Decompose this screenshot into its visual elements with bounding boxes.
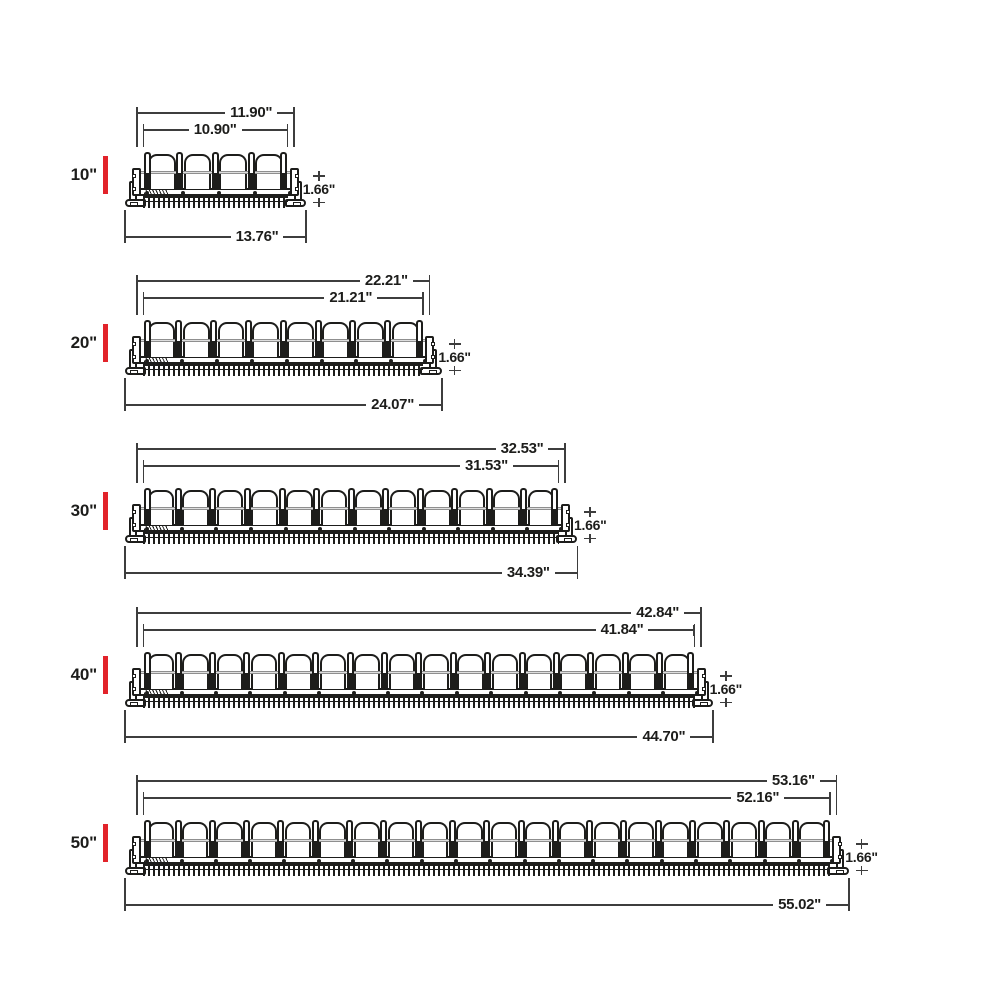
dim-outer-width-line [138, 280, 360, 282]
bolt-dot [489, 691, 493, 695]
divider-post [656, 652, 663, 690]
bolt-dot [728, 859, 732, 863]
bolt-dot [387, 527, 391, 531]
heatsink-fins [143, 364, 423, 376]
dim-inner-width-line [144, 129, 188, 131]
bolt-dot [248, 691, 252, 695]
dim-overall-width-line2 [283, 236, 305, 238]
heatsink-fins [143, 696, 694, 708]
divider-post [450, 652, 457, 690]
ext-outer-right [293, 107, 295, 147]
ext-inner-left [143, 792, 145, 815]
divider-post [553, 652, 560, 690]
dim-inner-width [143, 122, 288, 138]
dim-inner-width-label: 52.16" [736, 789, 780, 806]
serial-scribble [144, 690, 168, 694]
dim-overall-width-line2 [555, 572, 577, 574]
heatsink-fin-line [143, 537, 559, 539]
lens-row [144, 152, 287, 190]
heatsink-fins [143, 196, 287, 208]
end-cap-left [132, 668, 141, 696]
ext-overall-right [305, 210, 307, 243]
ext-outer-left [136, 107, 138, 147]
dim-inner-width [143, 622, 695, 638]
divider-post [417, 488, 424, 526]
divider-post [243, 652, 250, 690]
dim-height-label: 1.66" [302, 180, 336, 197]
divider-post [346, 820, 353, 858]
dim-inner-width-label: 10.90" [193, 121, 237, 138]
end-cap-bolt [132, 187, 136, 191]
end-cap-bolt [132, 355, 136, 359]
divider-post [144, 488, 151, 526]
bolt-dot [180, 359, 184, 363]
dim-inner-width [143, 790, 831, 806]
size-label: 40" [70, 665, 97, 684]
divider-post [520, 488, 527, 526]
divider-post [280, 152, 287, 190]
divider-post [823, 820, 830, 858]
ext-inner-right [694, 624, 696, 647]
bracket-slot-left [130, 370, 138, 374]
divider-post [792, 820, 799, 858]
dim-overall-width-line2 [826, 904, 848, 906]
heatsink-fins [143, 532, 559, 544]
red-accent-bar [103, 324, 108, 362]
dim-outer-width-label: 32.53" [500, 440, 544, 457]
end-cap-bolt [132, 174, 136, 178]
bolt-dot [420, 859, 424, 863]
dim-overall-width [124, 729, 714, 745]
bolt-dot [351, 859, 355, 863]
heatsink-fin-line [143, 201, 287, 203]
red-accent-bar [103, 824, 108, 862]
ext-inner-left [143, 292, 145, 315]
dim-inner-width-label: 31.53" [465, 457, 508, 474]
bolt-dot [625, 859, 629, 863]
red-accent-bar [103, 156, 108, 194]
bolt-dot [248, 859, 252, 863]
dim-outer-width [136, 773, 837, 789]
divider-post [248, 152, 255, 190]
bolt-dot [524, 691, 528, 695]
divider-post [312, 652, 319, 690]
divider-post [483, 820, 490, 858]
divider-post [381, 652, 388, 690]
dim-inner-width-line2 [648, 629, 693, 631]
dim-inner-width-label: 41.84" [600, 621, 644, 638]
divider-post [484, 652, 491, 690]
divider-post [175, 488, 182, 526]
bolt-dot [353, 527, 357, 531]
divider-post [687, 652, 694, 690]
dim-bar-height [433, 339, 477, 375]
dim-inner-width-line2 [513, 465, 558, 467]
divider-post [209, 820, 216, 858]
bolt-dot [420, 691, 424, 695]
divider-post [449, 820, 456, 858]
ext-inner-right [287, 124, 289, 147]
bolt-dot [389, 359, 393, 363]
divider-post [144, 652, 151, 690]
bolt-dot [454, 859, 458, 863]
divider-post [175, 652, 182, 690]
heatsink-fin-line [143, 701, 694, 703]
dim-inner-width-line [144, 629, 595, 631]
bolt-dot [422, 527, 426, 531]
ext-outer-left [136, 443, 138, 483]
divider-post [586, 820, 593, 858]
divider-post [176, 152, 183, 190]
dim-inner-width-line [144, 797, 731, 799]
divider-post [144, 320, 151, 358]
end-cap-bolt [132, 687, 136, 691]
dim-outer-width-line2 [548, 448, 564, 450]
dim-outer-width-line [138, 112, 225, 114]
bolt-dot [214, 859, 218, 863]
ext-outer-left [136, 607, 138, 647]
ext-overall-left [124, 710, 126, 743]
divider-post [552, 820, 559, 858]
divider-post [384, 320, 391, 358]
ext-overall-left [124, 878, 126, 911]
divider-post [380, 820, 387, 858]
dim-outer-width-line [138, 780, 767, 782]
dim-overall-width-label: 34.39" [506, 564, 550, 581]
dim-overall-width-line [126, 736, 638, 738]
red-accent-bar [103, 492, 108, 530]
dim-outer-width-line2 [413, 280, 429, 282]
end-cap-left [132, 836, 141, 864]
ext-inner-right [422, 292, 424, 315]
dim-height-stub [589, 539, 591, 543]
bolt-dot [180, 691, 184, 695]
bolt-dot [488, 859, 492, 863]
bolt-dot [180, 527, 184, 531]
lens-row [144, 320, 423, 358]
dim-height-label: 1.66" [574, 516, 607, 533]
dim-outer-width-label: 22.21" [364, 272, 408, 289]
bracket-slot-left [130, 870, 138, 874]
bolt-dot [354, 359, 358, 363]
serial-scribble [144, 858, 168, 862]
bolt-dot [320, 359, 324, 363]
bolt-dot [318, 527, 322, 531]
end-cap-bolt [132, 342, 136, 346]
dim-overall-width-label: 44.70" [642, 728, 686, 745]
bolt-dot [284, 527, 288, 531]
divider-post [209, 488, 216, 526]
ext-overall-right [441, 378, 443, 411]
bracket-slot-left [130, 202, 138, 206]
divider-post [280, 320, 287, 358]
dim-outer-width-label: 53.16" [771, 772, 815, 789]
divider-post [758, 820, 765, 858]
ext-outer-right [564, 443, 566, 483]
bracket-slot-left [130, 538, 138, 542]
red-accent-bar [103, 656, 108, 694]
dim-overall-width-line2 [690, 736, 712, 738]
end-cap-left [132, 168, 141, 196]
dim-overall-width-line [126, 904, 774, 906]
bolt-dot [250, 359, 254, 363]
dim-bar-height [840, 839, 884, 875]
bolt-dot [456, 527, 460, 531]
divider-post [144, 820, 151, 858]
dim-outer-width-line2 [277, 112, 293, 114]
bolt-dot [285, 359, 289, 363]
dim-inner-width-line [144, 465, 460, 467]
bolt-dot [385, 859, 389, 863]
ext-overall-left [124, 210, 126, 243]
divider-post [655, 820, 662, 858]
serial-scribble [144, 358, 168, 362]
end-cap-bolt [132, 674, 136, 678]
dim-overall-width-label: 13.76" [235, 228, 279, 245]
bolt-dot [694, 859, 698, 863]
divider-post [313, 488, 320, 526]
ext-outer-right [836, 775, 838, 815]
bolt-dot [317, 859, 321, 863]
lens-row [144, 488, 559, 526]
divider-post [382, 488, 389, 526]
divider-post [315, 320, 322, 358]
dim-overall-width-line2 [419, 404, 441, 406]
dim-overall-width-line [126, 572, 502, 574]
ext-outer-right [429, 275, 431, 315]
size-label: 10" [70, 165, 97, 184]
bolt-dot [661, 691, 665, 695]
bolt-dot [214, 691, 218, 695]
divider-post [209, 652, 216, 690]
dim-height-stub [318, 203, 320, 207]
bolt-dot [491, 527, 495, 531]
dim-outer-width [136, 273, 430, 289]
divider-post [212, 152, 219, 190]
dim-inner-width-line2 [242, 129, 287, 131]
divider-post [244, 488, 251, 526]
dim-outer-width-label: 11.90" [230, 104, 273, 121]
divider-post [486, 488, 493, 526]
divider-post [689, 820, 696, 858]
dim-overall-width [124, 397, 443, 413]
divider-post [349, 320, 356, 358]
dim-outer-width-line [138, 612, 631, 614]
bolt-dot [797, 859, 801, 863]
dim-outer-width-label: 42.84" [636, 604, 680, 621]
divider-post [622, 652, 629, 690]
bolt-dot [558, 691, 562, 695]
dim-overall-width [124, 897, 850, 913]
heatsink-fins [143, 864, 830, 876]
ext-inner-right [829, 792, 831, 815]
ext-inner-right [558, 460, 560, 483]
ext-overall-right [712, 710, 714, 743]
dim-inner-width-label: 21.21" [329, 289, 373, 306]
dim-height-stub [861, 871, 863, 875]
bolt-dot [317, 691, 321, 695]
bolt-dot [627, 691, 631, 695]
end-cap-left [132, 504, 141, 532]
ext-overall-right [848, 878, 850, 911]
ext-inner-left [143, 124, 145, 147]
divider-post [518, 820, 525, 858]
dim-inner-width-line2 [784, 797, 829, 799]
bolt-dot [249, 527, 253, 531]
ext-inner-left [143, 624, 145, 647]
heatsink-fin-line [143, 869, 830, 871]
divider-post [279, 488, 286, 526]
bolt-dot [660, 859, 664, 863]
divider-post [519, 652, 526, 690]
bolt-dot [181, 191, 185, 195]
dim-outer-width [136, 441, 566, 457]
divider-post [243, 820, 250, 858]
ext-overall-left [124, 378, 126, 411]
dim-overall-width [124, 229, 307, 245]
divider-post [620, 820, 627, 858]
dim-outer-width-line2 [684, 612, 700, 614]
divider-post [175, 320, 182, 358]
divider-post [415, 652, 422, 690]
lens-row [144, 652, 694, 690]
dim-overall-width-label: 24.07" [371, 396, 415, 413]
bolt-dot [525, 527, 529, 531]
bolt-dot [592, 691, 596, 695]
end-cap-bolt [132, 523, 136, 527]
bolt-dot [557, 859, 561, 863]
divider-post [347, 652, 354, 690]
heatsink-fin-line [143, 369, 423, 371]
divider-post [348, 488, 355, 526]
size-label: 30" [70, 501, 97, 520]
bolt-dot [215, 359, 219, 363]
bolt-dot [180, 859, 184, 863]
dim-inner-width-line [144, 297, 324, 299]
size-label: 50" [70, 833, 97, 852]
dim-overall-width-line [126, 236, 231, 238]
dim-outer-width-line2 [820, 780, 836, 782]
bracket-slot-left [130, 702, 138, 706]
dim-height-label: 1.66" [845, 848, 878, 865]
dim-height-stub [454, 371, 456, 375]
divider-post [278, 652, 285, 690]
divider-post [210, 320, 217, 358]
divider-post [416, 320, 423, 358]
end-cap-left [132, 336, 141, 364]
dim-height-label: 1.66" [709, 680, 742, 697]
dim-outer-width [136, 105, 294, 121]
dim-bar-height [568, 507, 612, 543]
dim-inner-width [143, 458, 560, 474]
dim-bar-height [297, 171, 341, 207]
bolt-dot [253, 191, 257, 195]
divider-post [723, 820, 730, 858]
bolt-dot [523, 859, 527, 863]
lens-row [144, 820, 830, 858]
divider-post [312, 820, 319, 858]
bolt-dot [455, 691, 459, 695]
bolt-dot [217, 191, 221, 195]
dim-inner-width [143, 290, 424, 306]
divider-post [245, 320, 252, 358]
bolt-dot [282, 859, 286, 863]
bolt-dot [283, 691, 287, 695]
ext-outer-right [700, 607, 702, 647]
dim-overall-width-line [126, 404, 367, 406]
dim-inner-width-line2 [377, 297, 422, 299]
bolt-dot [591, 859, 595, 863]
divider-post [587, 652, 594, 690]
bolt-dot [386, 691, 390, 695]
dim-outer-width-line [138, 448, 496, 450]
ext-inner-left [143, 460, 145, 483]
bolt-dot [763, 859, 767, 863]
end-cap-bolt [132, 510, 136, 514]
divider-post [144, 152, 151, 190]
dim-height-label: 1.66" [438, 348, 471, 365]
serial-scribble [144, 526, 168, 530]
divider-post [277, 820, 284, 858]
dim-outer-width [136, 605, 701, 621]
ext-overall-right [577, 546, 579, 579]
dim-overall-width [124, 565, 578, 581]
size-label: 20" [70, 333, 97, 352]
ext-outer-left [136, 275, 138, 315]
end-cap-bolt [132, 855, 136, 859]
bolt-dot [214, 527, 218, 531]
bolt-dot [352, 691, 356, 695]
divider-post [551, 488, 558, 526]
ext-outer-left [136, 775, 138, 815]
dim-height-stub [725, 703, 727, 707]
serial-scribble [144, 190, 168, 194]
end-cap-bolt [132, 842, 136, 846]
dim-bar-height [704, 671, 748, 707]
divider-post [451, 488, 458, 526]
divider-post [415, 820, 422, 858]
ext-overall-left [124, 546, 126, 579]
divider-post [175, 820, 182, 858]
dim-overall-width-label: 55.02" [778, 896, 821, 913]
